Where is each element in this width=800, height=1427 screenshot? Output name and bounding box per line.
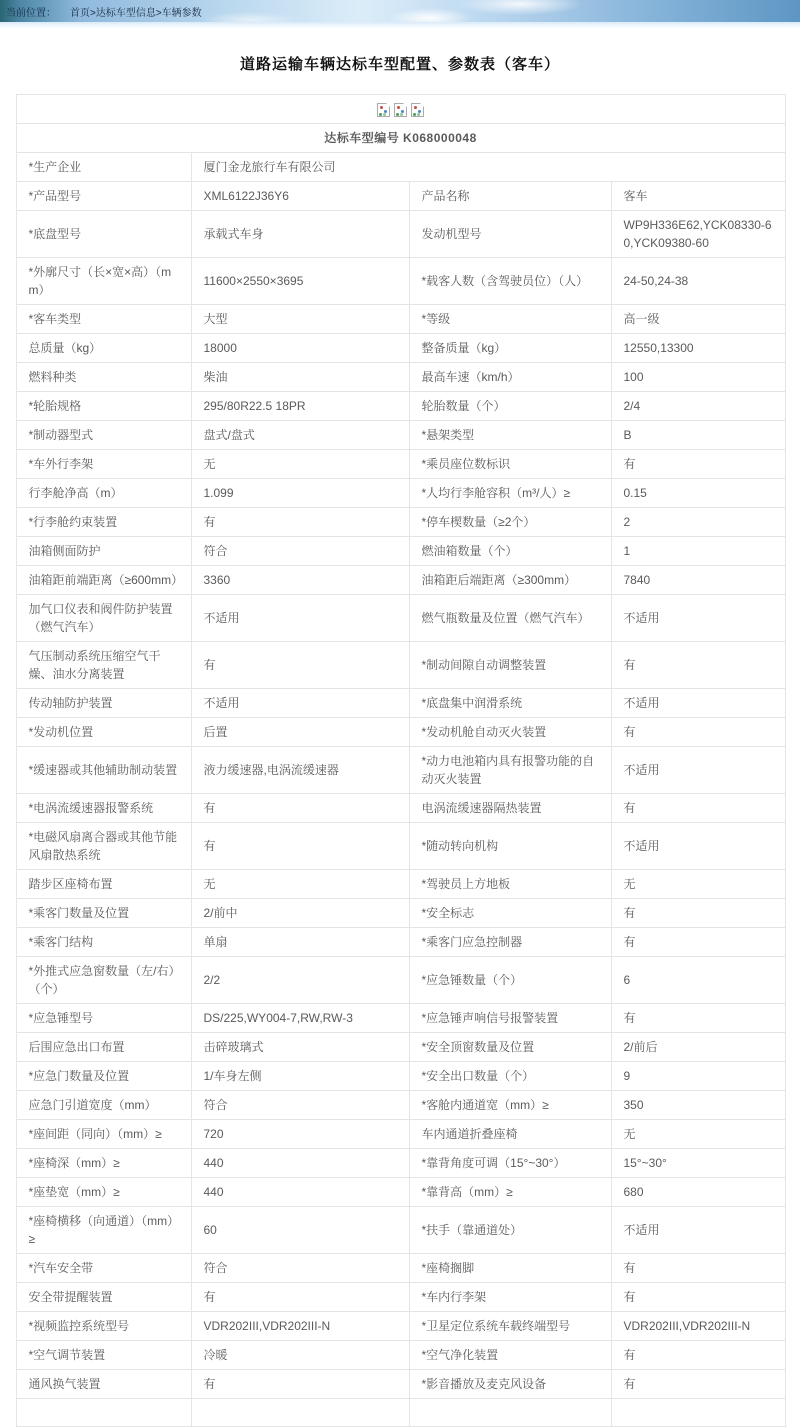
param-value: 有 <box>611 1254 785 1283</box>
model-code: 达标车型编号 K068000048 <box>16 124 785 153</box>
param-label: *影音播放及麦克风设备 <box>409 1370 611 1399</box>
param-label: 燃油箱数量（个） <box>409 537 611 566</box>
param-value: 有 <box>191 508 409 537</box>
param-value: 击碎玻璃式 <box>191 1033 409 1062</box>
table-row <box>16 1207 785 1254</box>
table-row <box>16 1399 785 1427</box>
table-row <box>16 1283 785 1312</box>
param-value <box>611 1399 785 1427</box>
param-label: 传动轴防护装置 <box>16 689 191 718</box>
param-value: 15°~30° <box>611 1149 785 1178</box>
table-row <box>16 1033 785 1062</box>
param-value: 295/80R22.5 18PR <box>191 392 409 421</box>
table-row <box>16 479 785 508</box>
table-row <box>16 1062 785 1091</box>
param-label: 最高车速（km/h） <box>409 363 611 392</box>
param-label <box>16 1399 191 1427</box>
param-value: 440 <box>191 1178 409 1207</box>
topbar-fade <box>0 22 800 29</box>
param-label: *乘客门结构 <box>16 928 191 957</box>
param-value: 不适用 <box>191 595 409 642</box>
param-value: 有 <box>611 450 785 479</box>
param-label: 发动机型号 <box>409 211 611 258</box>
param-label: *安全出口数量（个） <box>409 1062 611 1091</box>
param-value: 不适用 <box>611 823 785 870</box>
param-label: *应急锤数量（个） <box>409 957 611 1004</box>
spec-table-container <box>16 94 785 1427</box>
param-value: 2 <box>611 508 785 537</box>
param-label: *应急锤声响信号报警装置 <box>409 1004 611 1033</box>
param-label: *人均行李舱容积（m³/人）≥ <box>409 479 611 508</box>
param-value: 有 <box>611 928 785 957</box>
param-value: 60 <box>191 1207 409 1254</box>
param-label: *行李舱约束装置 <box>16 508 191 537</box>
param-label: *电磁风扇离合器或其他节能风扇散热系统 <box>16 823 191 870</box>
param-label: *驾驶员上方地板 <box>409 870 611 899</box>
param-label: *应急门数量及位置 <box>16 1062 191 1091</box>
table-row <box>16 718 785 747</box>
param-label: 总质量（kg） <box>16 334 191 363</box>
param-label: 加气口仪表和阀件防护装置（燃气汽车） <box>16 595 191 642</box>
param-label: *悬架类型 <box>409 421 611 450</box>
param-value: 7840 <box>611 566 785 595</box>
table-row <box>16 794 785 823</box>
table-row <box>16 392 785 421</box>
param-label: 燃气瓶数量及位置（燃气汽车） <box>409 595 611 642</box>
param-value: 不适用 <box>611 1207 785 1254</box>
param-value: 有 <box>611 642 785 689</box>
param-label: *等级 <box>409 305 611 334</box>
param-value: 有 <box>191 794 409 823</box>
table-row <box>16 957 785 1004</box>
param-value: 3360 <box>191 566 409 595</box>
param-label: *缓速器或其他辅助制动装置 <box>16 747 191 794</box>
breadcrumb-prefix: 当前位置： <box>6 7 56 19</box>
table-row <box>16 1178 785 1207</box>
param-label: 燃料种类 <box>16 363 191 392</box>
param-value: 无 <box>611 870 785 899</box>
table-row <box>16 689 785 718</box>
param-value: 18000 <box>191 334 409 363</box>
param-label: *客舱内通道宽（mm）≥ <box>409 1091 611 1120</box>
param-label: *应急锤型号 <box>16 1004 191 1033</box>
param-value: 2/前中 <box>191 899 409 928</box>
param-label: 通风换气装置 <box>16 1370 191 1399</box>
param-value: 液力缓速器,电涡流缓速器 <box>191 747 409 794</box>
param-label <box>409 1399 611 1427</box>
param-label: *随动转向机构 <box>409 823 611 870</box>
param-value: 11600×2550×3695 <box>191 258 409 305</box>
broken-image-icon <box>394 103 407 117</box>
param-label: *座椅横移（向通道）（mm）≥ <box>16 1207 191 1254</box>
param-value: 无 <box>191 870 409 899</box>
param-label: *座垫宽（mm）≥ <box>16 1178 191 1207</box>
param-value: 12550,13300 <box>611 334 785 363</box>
param-label: *卫星定位系统车载终端型号 <box>409 1312 611 1341</box>
param-label: 行李舱净高（m） <box>16 479 191 508</box>
param-label: 踏步区座椅布置 <box>16 870 191 899</box>
param-value: 无 <box>611 1120 785 1149</box>
param-label: *汽车安全带 <box>16 1254 191 1283</box>
param-label: *客车类型 <box>16 305 191 334</box>
param-label: 车内通道折叠座椅 <box>409 1120 611 1149</box>
param-label: *靠背角度可调（15°~30°） <box>409 1149 611 1178</box>
table-row <box>16 334 785 363</box>
param-label: 整备质量（kg） <box>409 334 611 363</box>
param-label: 油箱距前端距离（≥600mm） <box>16 566 191 595</box>
param-label: *外推式应急窗数量（左/右）（个） <box>16 957 191 1004</box>
table-row <box>16 363 785 392</box>
table-row <box>16 450 785 479</box>
breadcrumb <box>0 4 202 19</box>
param-label: *扶手（靠通道处） <box>409 1207 611 1254</box>
table-row <box>16 508 785 537</box>
param-value: 高一级 <box>611 305 785 334</box>
table-row <box>16 566 785 595</box>
param-label: 气压制动系统压缩空气干燥、油水分离装置 <box>16 642 191 689</box>
param-label: *乘客门数量及位置 <box>16 899 191 928</box>
param-value: 大型 <box>191 305 409 334</box>
breadcrumb-path[interactable]: 首页>达标车型信息>车辆参数 <box>70 7 202 19</box>
param-value: 有 <box>191 642 409 689</box>
param-label: *乘客门应急控制器 <box>409 928 611 957</box>
table-row <box>16 1341 785 1370</box>
param-value: 柴油 <box>191 363 409 392</box>
param-value: 有 <box>191 1283 409 1312</box>
table-row <box>16 1149 785 1178</box>
param-value: 有 <box>611 1283 785 1312</box>
table-row <box>16 537 785 566</box>
param-label: *制动器型式 <box>16 421 191 450</box>
param-label: 产品名称 <box>409 182 611 211</box>
param-value: 不适用 <box>611 747 785 794</box>
table-row <box>16 211 785 258</box>
param-label: *安全标志 <box>409 899 611 928</box>
param-label: *发动机位置 <box>16 718 191 747</box>
param-value: 2/前后 <box>611 1033 785 1062</box>
param-label: *底盘集中润滑系统 <box>409 689 611 718</box>
param-label: *座椅搁脚 <box>409 1254 611 1283</box>
param-label: *电涡流缓速器报警系统 <box>16 794 191 823</box>
param-value: 冷暖 <box>191 1341 409 1370</box>
table-row <box>16 153 785 182</box>
param-value: 厦门金龙旅行车有限公司 <box>191 153 785 182</box>
param-label: *动力电池箱内具有报警功能的自动灭火装置 <box>409 747 611 794</box>
param-value: VDR202III,VDR202III-N <box>191 1312 409 1341</box>
table-row <box>16 870 785 899</box>
param-label: *座间距（同向）（mm）≥ <box>16 1120 191 1149</box>
param-value: WP9H336E62,YCK08330-60,YCK09380-60 <box>611 211 785 258</box>
param-value: 不适用 <box>191 689 409 718</box>
param-value: XML6122J36Y6 <box>191 182 409 211</box>
spec-table <box>16 94 786 1427</box>
param-value: DS/225,WY004-7,RW,RW-3 <box>191 1004 409 1033</box>
param-value <box>191 1399 409 1427</box>
table-row <box>16 642 785 689</box>
param-label: 后围应急出口布置 <box>16 1033 191 1062</box>
param-value: 440 <box>191 1149 409 1178</box>
param-label: *轮胎规格 <box>16 392 191 421</box>
table-row <box>16 928 785 957</box>
param-label: *车外行李架 <box>16 450 191 479</box>
param-label: *发动机舱自动灭火装置 <box>409 718 611 747</box>
param-value: 有 <box>611 1370 785 1399</box>
param-value: B <box>611 421 785 450</box>
param-label: 油箱侧面防护 <box>16 537 191 566</box>
param-value: 有 <box>611 899 785 928</box>
broken-image-icon <box>411 103 424 117</box>
param-label: 油箱距后端距离（≥300mm） <box>409 566 611 595</box>
param-label: *底盘型号 <box>16 211 191 258</box>
table-row <box>16 1254 785 1283</box>
table-row <box>16 747 785 794</box>
param-value: VDR202III,VDR202III-N <box>611 1312 785 1341</box>
table-row <box>16 1312 785 1341</box>
param-value: 24-50,24-38 <box>611 258 785 305</box>
param-value: 2/2 <box>191 957 409 1004</box>
param-value: 无 <box>191 450 409 479</box>
table-row <box>16 258 785 305</box>
param-label: *空气调节装置 <box>16 1341 191 1370</box>
param-value: 有 <box>611 1341 785 1370</box>
table-row <box>16 899 785 928</box>
param-value: 单扇 <box>191 928 409 957</box>
breadcrumb-bar <box>0 0 800 22</box>
broken-images-cell <box>16 95 785 124</box>
table-row <box>16 182 785 211</box>
param-value: 后置 <box>191 718 409 747</box>
table-row <box>16 1370 785 1399</box>
param-value: 0.15 <box>611 479 785 508</box>
param-value: 1 <box>611 537 785 566</box>
param-label: 应急门引道宽度（mm） <box>16 1091 191 1120</box>
param-label: *产品型号 <box>16 182 191 211</box>
table-row <box>16 1004 785 1033</box>
param-value: 承载式车身 <box>191 211 409 258</box>
param-label: *空气净化装置 <box>409 1341 611 1370</box>
param-label: *制动间隙自动调整装置 <box>409 642 611 689</box>
param-label: *停车楔数量（≥2个） <box>409 508 611 537</box>
param-value: 符合 <box>191 537 409 566</box>
param-value: 1/车身左侧 <box>191 1062 409 1091</box>
param-label: 轮胎数量（个） <box>409 392 611 421</box>
param-value: 9 <box>611 1062 785 1091</box>
param-value: 符合 <box>191 1254 409 1283</box>
param-label: *座椅深（mm）≥ <box>16 1149 191 1178</box>
table-row <box>16 305 785 334</box>
param-value: 有 <box>611 794 785 823</box>
param-value: 客车 <box>611 182 785 211</box>
param-label: *靠背高（mm）≥ <box>409 1178 611 1207</box>
param-label: 安全带提醒装置 <box>16 1283 191 1312</box>
param-value: 有 <box>611 718 785 747</box>
param-value: 不适用 <box>611 689 785 718</box>
param-value: 盘式/盘式 <box>191 421 409 450</box>
table-row <box>16 595 785 642</box>
table-row <box>16 1120 785 1149</box>
param-value: 2/4 <box>611 392 785 421</box>
param-label: *乘员座位数标识 <box>409 450 611 479</box>
param-label: *外廓尺寸（长×宽×高）（mm） <box>16 258 191 305</box>
table-row <box>16 421 785 450</box>
param-label: 电涡流缓速器隔热装置 <box>409 794 611 823</box>
broken-images-row <box>16 95 785 124</box>
param-value: 100 <box>611 363 785 392</box>
page-title: 道路运输车辆达标车型配置、参数表（客车） <box>239 56 560 73</box>
param-label: *车内行李架 <box>409 1283 611 1312</box>
param-value: 有 <box>191 1370 409 1399</box>
param-value: 720 <box>191 1120 409 1149</box>
param-value: 有 <box>611 1004 785 1033</box>
param-label: *生产企业 <box>16 153 191 182</box>
param-label: *载客人数（含驾驶员位）（人） <box>409 258 611 305</box>
table-row <box>16 823 785 870</box>
model-code-row <box>16 124 785 153</box>
param-value: 1.099 <box>191 479 409 508</box>
param-label: *视频监控系统型号 <box>16 1312 191 1341</box>
param-value: 不适用 <box>611 595 785 642</box>
param-value: 有 <box>191 823 409 870</box>
param-value: 350 <box>611 1091 785 1120</box>
param-value: 680 <box>611 1178 785 1207</box>
param-value: 符合 <box>191 1091 409 1120</box>
table-row <box>16 1091 785 1120</box>
param-label: *安全顶窗数量及位置 <box>409 1033 611 1062</box>
broken-image-icon <box>377 103 390 117</box>
param-value: 6 <box>611 957 785 1004</box>
